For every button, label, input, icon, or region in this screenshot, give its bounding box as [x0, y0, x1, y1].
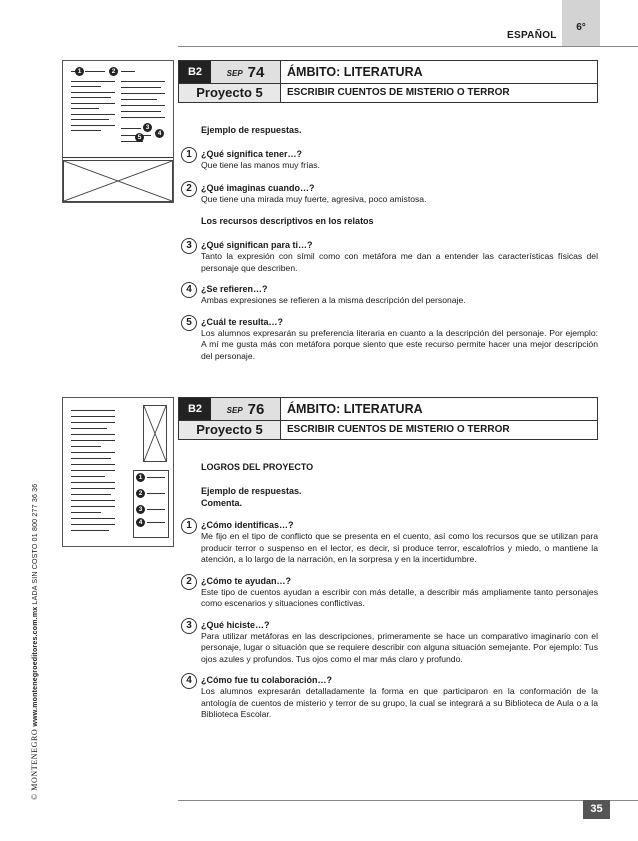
sep-page-number: 76 [247, 401, 265, 418]
question-number: 3 [181, 618, 197, 634]
question-title: ¿Qué significan para ti…? [201, 240, 313, 250]
thumb-line [121, 99, 157, 100]
thumb-line [71, 422, 115, 423]
side-brand: © MONTENEGRO [30, 728, 39, 800]
subject-label: ESPAÑOL [507, 30, 557, 41]
block-badge: B2 [179, 61, 211, 83]
thumb-line [71, 464, 115, 465]
thumb-line [147, 509, 165, 510]
question-number: 1 [181, 518, 197, 534]
thumb-line [71, 86, 101, 87]
thumb-line [71, 488, 115, 489]
thumb-marker: 1 [75, 67, 84, 76]
thumb-line [71, 125, 115, 126]
thumb-line [121, 128, 141, 129]
thumb-line [71, 452, 115, 453]
thumb-line [71, 530, 109, 531]
question-number: 5 [181, 315, 197, 331]
thumb-marker: 3 [136, 505, 145, 514]
question-item [186, 674, 598, 721]
question-title: ¿Cómo fue tu colaboración…? [201, 675, 333, 685]
page-thumbnail-76 [62, 397, 174, 547]
thumb-image-placeholder [63, 160, 173, 202]
side-url: www.montenegroeditores.com.mx [32, 606, 39, 727]
thumb-marker: 4 [155, 129, 164, 138]
question-number: 3 [181, 238, 197, 254]
thumb-line [71, 512, 101, 513]
thumb-line [71, 97, 111, 98]
thumb-line [85, 71, 105, 72]
thumb-line [71, 416, 115, 417]
thumb-line [147, 522, 165, 523]
intro-text-2: Comenta. [201, 498, 243, 508]
thumb-line [63, 157, 173, 158]
project-label: Proyecto 5 [179, 84, 281, 102]
thumb-line [121, 71, 135, 72]
project-title: ESCRIBIR CUENTOS DE MISTERIO O TERROR [287, 424, 510, 435]
question-answer: Los alumnos expresarán su preferencia literaria en cuanto a la descripción del personaje. Por ejemplo: A mí me gusta más con metáfora porque siento que este recurso permite hacer una mejor descripción del personaje. [201, 327, 598, 361]
ambito-label: ÁMBITO: LITERATURA [287, 65, 423, 79]
project-header [178, 421, 598, 440]
thumb-line [71, 119, 109, 120]
lesson-content [178, 461, 598, 721]
question-item [186, 239, 598, 274]
thumb-marker: 4 [136, 518, 145, 527]
thumb-line [71, 524, 115, 525]
page-number: 35 [583, 800, 610, 819]
sep-page-cell [211, 398, 281, 420]
project-label: Proyecto 5 [179, 421, 281, 439]
lesson-header [178, 60, 598, 84]
grade-tab [562, 0, 600, 46]
thumb-line [71, 92, 115, 93]
thumb-line [71, 470, 115, 471]
block-badge: B2 [179, 398, 211, 420]
question-answer: Los alumnos expresarán detalladamente la forma en que participaron en la conformación de la antología de cuentos de misterio y terror de su grupo, la cual se integrará a su Biblioteca de Aula o a la Biblioteca Escolar. [201, 686, 598, 719]
thumb-line [71, 500, 115, 501]
thumb-line [121, 105, 165, 106]
side-credit [30, 484, 39, 800]
question-item [186, 575, 598, 610]
project-title: ESCRIBIR CUENTOS DE MISTERIO O TERROR [287, 87, 510, 98]
thumb-line [71, 440, 115, 441]
question-item [186, 148, 598, 172]
thumb-line [71, 108, 99, 109]
section-heading: LOGROS DEL PROYECTO [201, 462, 314, 472]
thumb-image-placeholder [143, 405, 167, 462]
question-answer: Ambas expresiones se refieren a la misma descripción del personaje. [201, 295, 466, 305]
thumb-line [71, 130, 101, 131]
question-number: 1 [181, 147, 197, 163]
thumb-line [121, 81, 165, 82]
thumb-line [71, 114, 115, 115]
question-answer: Me fijo en el tipo de conflicto que se presenta en el cuento, así como los recursos que se utilizan para producir terror o suspenso en el lector, es decir, si produce terror, escalofríos y miedo, o mantiene la atención, a lo largo de la narración, en la sorpresa y en la incertidumbre. [201, 531, 598, 564]
thumb-line [71, 428, 107, 429]
thumb-line [121, 93, 165, 94]
project-header [178, 84, 598, 103]
sep-label: SEP [226, 69, 243, 78]
lesson-header [178, 397, 598, 421]
thumb-marker: 2 [136, 489, 145, 498]
header-divider [178, 46, 638, 47]
thumb-line [147, 477, 165, 478]
question-title: ¿Cómo te ayudan…? [201, 575, 292, 586]
thumb-marker: 2 [109, 67, 118, 76]
thumb-line [71, 518, 115, 519]
question-title: ¿Qué imaginas cuando…? [201, 182, 315, 193]
question-answer: Que tiene las manos muy frías. [201, 160, 320, 170]
question-answer: Tanto la expresión con símil como con metáfora me dan a entender las características físicas del personaje que describen. [201, 251, 598, 273]
side-phone: LADA SIN COSTO 01 800 277 36 36 [32, 483, 39, 605]
question-number: 4 [181, 673, 197, 689]
question-item [186, 619, 598, 666]
intro-text: Ejemplo de respuestas. [201, 486, 302, 496]
thumb-line [71, 476, 105, 477]
question-number: 4 [181, 282, 197, 298]
thumb-line [147, 493, 165, 494]
thumb-line [71, 410, 115, 411]
footer-divider [178, 800, 638, 801]
thumb-line [71, 446, 101, 447]
question-title: ¿Cómo identificas…? [201, 520, 294, 530]
question-item [186, 316, 598, 363]
question-item [186, 283, 598, 307]
page-thumbnail-74 [62, 60, 174, 203]
thumb-line [71, 434, 115, 435]
thumb-marker: 3 [143, 123, 152, 132]
question-item [186, 182, 598, 206]
question-title: ¿Qué significa tener…? [201, 149, 303, 159]
thumb-marker: 5 [135, 133, 144, 142]
question-answer: Este tipo de cuentos ayudan a escribir con más detalle, a describir más ampliamente tanto personajes como escenarios y situaciones conflictivas. [201, 586, 598, 608]
section-heading: Los recursos descriptivos en los relatos [201, 216, 374, 226]
question-item [186, 519, 598, 566]
thumb-line [71, 81, 115, 82]
thumb-line [121, 87, 161, 88]
thumb-line [121, 117, 165, 118]
sep-page-number: 74 [247, 64, 265, 81]
lesson-content [178, 124, 598, 362]
question-answer: Que tiene una mirada muy fuerte, agresiva, poco amistosa. [201, 193, 427, 204]
ambito-label: ÁMBITO: LITERATURA [287, 402, 423, 416]
intro-text: Ejemplo de respuestas. [201, 125, 302, 135]
grade-label: 6° [576, 22, 586, 33]
sep-label: SEP [226, 406, 243, 415]
lesson-block-74 [178, 60, 598, 362]
question-title: ¿Qué hiciste…? [201, 619, 270, 630]
question-number: 2 [181, 574, 197, 590]
thumb-line [71, 103, 115, 104]
lesson-block-76 [178, 397, 598, 721]
thumb-marker: 1 [136, 473, 145, 482]
question-answer: Para utilizar metáforas en las descripciones, primeramente se hace un comparativo imaginario con el personaje, lugar o situación que se requiere describir con alguna situación semejante. Por ejemplo: Tus ojos azules y profundos. Tus ojos como el mar más claro y profundo. [201, 630, 598, 664]
thumb-line [71, 458, 111, 459]
thumb-line [71, 506, 115, 507]
question-title: ¿Cuál te resulta…? [201, 316, 284, 327]
thumb-line [71, 494, 111, 495]
sep-page-cell [211, 61, 281, 83]
thumb-line [121, 111, 161, 112]
question-title: ¿Se refieren…? [201, 284, 268, 294]
thumb-line [71, 482, 115, 483]
question-number: 2 [181, 181, 197, 197]
